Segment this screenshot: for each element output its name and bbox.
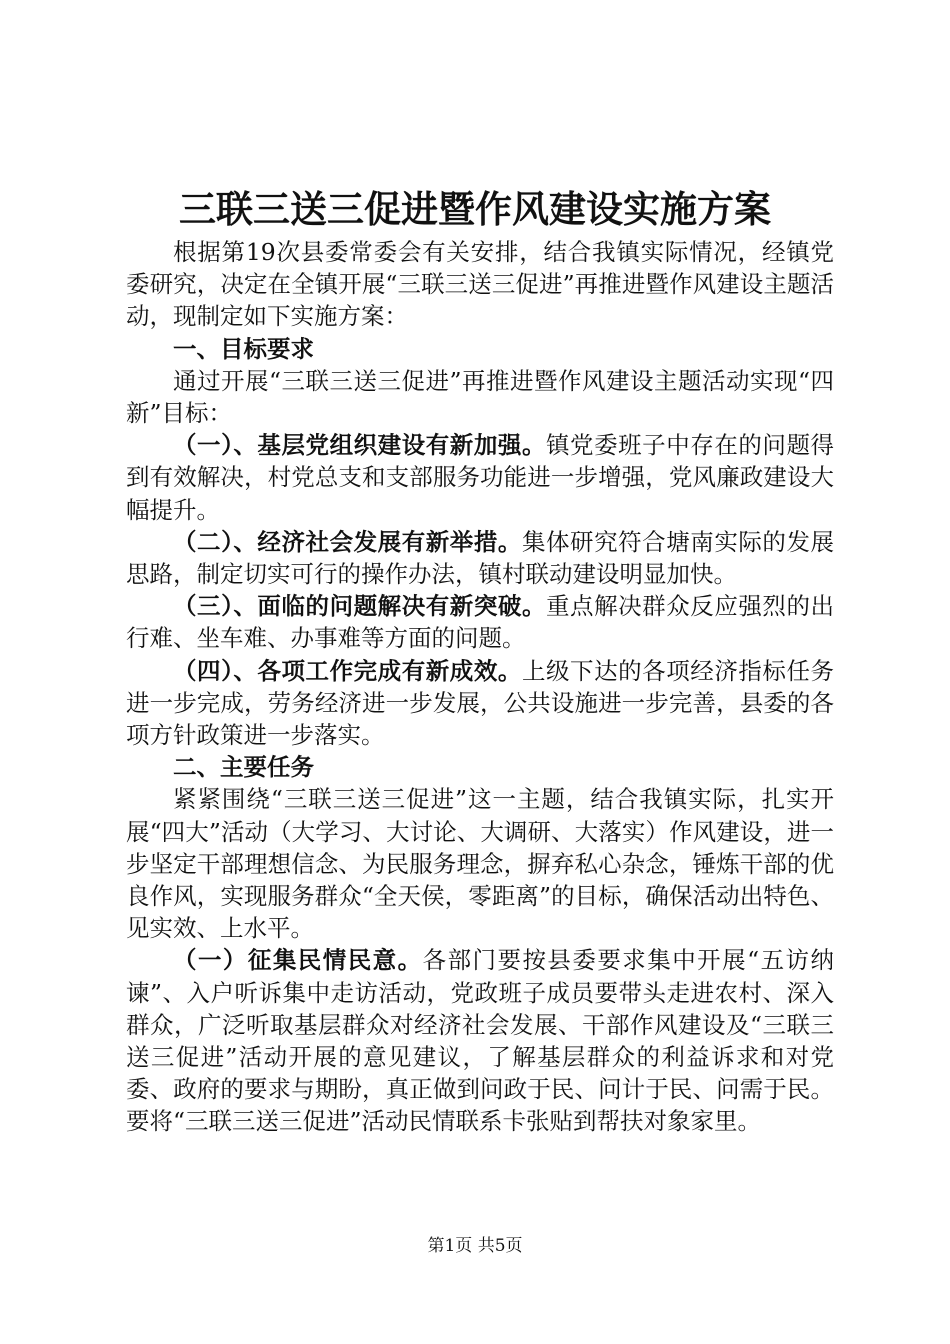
section-heading: 一、目标要求	[173, 334, 314, 363]
document-body	[126, 236, 834, 1138]
goal-item	[126, 655, 834, 752]
item-lead: （一）、基层党组织建设有新加强。	[173, 431, 546, 460]
page-footer: 第1页 共5页	[427, 1236, 523, 1256]
item-text: 重点解决群众反应强烈的出行难、坐车难、办事难等方面的问题。	[126, 592, 835, 653]
section-heading: 二、主要任务	[173, 753, 314, 782]
section-paragraph: 紧紧围绕“三联三送三促进”这一主题，结合我镇实际，扎实开展“四大”活动（大学习、大讨论、大调研、大落实）作风建设，进一步坚定干部理想信念、为民服务理念，摒弃私心杂念，锤炼干部的优良作风，实现服务群众“全天侯，零距离”的目标，确保活动出特色、见实效、上水平。	[126, 785, 834, 943]
item-lead: （一）征集民情民意。	[173, 946, 423, 975]
intro-paragraph: 根据第19次县委常委会有关安排，结合我镇实际情况，经镇党委研究，决定在全镇开展“三联三送三促进”再推进暨作风建设主题活动，现制定如下实施方案：	[126, 238, 834, 331]
item-text: 各部门要按县委要求集中开展“五访纳谏”、入户听诉集中走访活动，党政班子成员要带头走进农村、深入群众，广泛听取基层群众对经济社会发展、干部作风建设及“三联三送三促进”活动开展的意见建议，了解基层群众的利益诉求和对党委、政府的要求与期盼，真正做到问政于民、问计于民、问需于民。要将“三联三送三促进”活动民情联系卡张贴到帮扶对象家里。	[126, 946, 834, 1136]
section-paragraph: 通过开展“三联三送三促进”再推进暨作风建设主题活动实现“四新”目标：	[126, 366, 834, 428]
document-title: 三联三送三促进暨作风建设实施方案	[179, 187, 771, 231]
task-item	[126, 944, 834, 1137]
item-text: 镇党委班子中存在的问题得到有效解决，村党总支和支部服务功能进一步增强，党风廉政建设大幅提升。	[126, 431, 835, 524]
goal-item	[126, 429, 834, 526]
goal-item	[126, 526, 834, 590]
item-lead: （四）、各项工作完成有新成效。	[173, 656, 522, 685]
item-lead: （三）、面临的问题解决有新突破。	[173, 592, 546, 621]
item-text: 上级下达的各项经济指标任务进一步完成，劳务经济进一步发展，公共设施进一步完善，县委的各项方针政策进一步落实。	[126, 656, 835, 750]
goal-item	[126, 590, 834, 654]
item-text: 集体研究符合塘南实际的发展思路，制定切实可行的操作办法，镇村联动建设明显加快。	[126, 527, 835, 589]
item-lead: （二）、经济社会发展有新举措。	[173, 527, 522, 556]
